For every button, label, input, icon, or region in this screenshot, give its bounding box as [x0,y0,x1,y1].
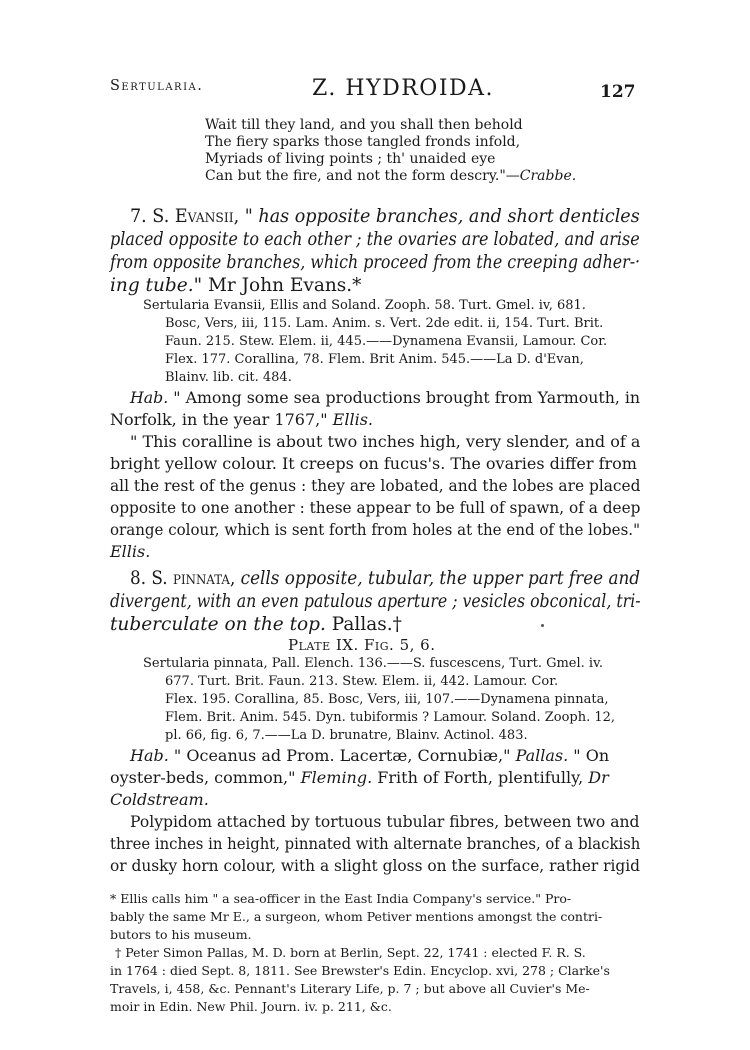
footnote-line: in 1764 : died Sept. 8, 1811. See Brewster's Edin. Encyclop. xvi, 278 ; Clarke's [110,963,610,978]
synonymy-line: Flex. 195. Corallina, 85. Bosc, Vers, iii, 107.——Dynamena pinnata, [165,692,609,707]
poem-line: Can but the fire, and not the form descry."—Crabbe. [205,168,577,184]
synonymy-line: Flex. 177. Corallina, 78. Flem. Brit Anim. 545.——La D. d'Evan, [165,352,584,367]
species-description-line: tuberculate on the top. Pallas.† [110,614,402,635]
footnote-line: † Peter Simon Pallas, M. D. born at Berlin, Sept. 22, 1741 : elected F. R. S. [115,945,586,960]
description-line: or dusky horn colour, with a slight gloss on the surface, rather rigid [110,856,641,875]
species-description-line: ing tube." Mr John Evans.* [110,275,362,296]
poem-line: Myriads of living points ; th' unaided eye [205,151,496,167]
synonymy-line: pl. 66, fig. 6, 7.——La D. brunatre, Blainv. Actinol. 483. [165,728,528,743]
quotation-line: orange colour, which is sent forth from holes at the end of the lobes." [110,520,640,539]
quotation-line: bright yellow colour. It creeps on fucus's. The ovaries differ from [110,454,637,473]
synonymy-line: Faun. 215. Stew. Elem. ii, 445.——Dynamena Evansii, Lamour. Cor. [165,334,608,349]
poem-line: Wait till they land, and you shall then behold [205,117,523,133]
species-heading: 7. S. Evansii, " has opposite branches, and short denticles [130,206,640,227]
habitat-line: Hab. " Among some sea productions brought from Yarmouth, in [130,388,641,407]
species-heading: 8. S. pinnata, cells opposite, tubular, the upper part free and [130,568,641,589]
synonymy-line: Sertularia Evansii, Ellis and Soland. Zooph. 58. Turt. Gmel. iv, 681. [143,298,586,313]
synonymy-line: Blainv. lib. cit. 484. [165,370,292,385]
plate-reference: Plate IX. Fig. 5, 6. [288,636,436,654]
quotation-line: " This coralline is about two inches high, very slender, and of a [130,432,641,451]
habitat-line: Norfolk, in the year 1767," Ellis. [110,410,373,429]
species-name: Evansii, [174,206,240,227]
species-name: pinnata, [173,568,236,589]
quotation-line: all the rest of the genus : they are lobated, and the lobes are placed [110,476,641,495]
species-description-line: from opposite branches, which proceed from the creeping adher-· [110,252,641,273]
description-line: Polypidom attached by tortuous tubular fibres, between two and [130,812,640,831]
species-description-line: placed opposite to each other ; the ovaries are lobated, and arise [110,229,640,250]
species-authority: Pallas.† [325,614,402,635]
footnote-line: Travels, i, 458, &c. Pennant's Literary Life, p. 7 ; but above all Cuvier's Me- [110,981,590,996]
poem-author: Crabbe. [519,168,577,184]
footnote-line: moir in Edin. New Phil. Journ. iv. p. 211, &c. [110,999,392,1014]
synonymy-line: Sertularia pinnata, Pall. Elench. 136.——S. fuscescens, Turt. Gmel. iv. [143,656,604,671]
species-description-line: divergent, with an even patulous aperture ; vesicles obconical, tri- [110,591,641,612]
footnote-line: bably the same Mr E., a surgeon, whom Petiver mentions amongst the contri- [110,909,603,924]
quotation-author: Ellis. [110,542,151,561]
print-speck [541,624,544,627]
synonymy-line: Flem. Brit. Anim. 545. Dyn. tubiformis ? Lamour. Soland. Zooph. 12, [165,710,616,725]
poem-line: The fiery sparks those tangled fronds infold, [205,134,521,150]
running-header-title: Z. HYDROIDA. [312,76,495,101]
synonymy-line: 677. Turt. Brit. Faun. 213. Stew. Elem. ii, 442. Lamour. Cor. [165,674,559,689]
habitat-line: Hab. " Oceanus ad Prom. Lacertæ, Cornubiæ," Pallas. " On [130,746,610,765]
page-number: 127 [600,82,636,102]
description-line: three inches in height, pinnated with alternate branches, of a blackish [110,834,641,853]
footnote-line: butors to his museum. [110,927,252,942]
synonymy-line: Bosc, Vers, iii, 115. Lam. Anim. s. Vert. 2de edit. ii, 154. Turt. Brit. [165,316,604,331]
habitat-line: oyster-beds, common," Fleming. Frith of Forth, plentifully, Dr [110,768,609,787]
footnote-line: * Ellis calls him " a sea-officer in the East India Company's service." Pro- [110,891,572,906]
habitat-line: Coldstream. [110,790,209,809]
quotation-line: opposite to one another : these appear to be full of spawn, of a deep [110,498,641,517]
species-authority: Mr John Evans.* [202,275,362,296]
running-header-left: Sertularia. [110,78,204,94]
